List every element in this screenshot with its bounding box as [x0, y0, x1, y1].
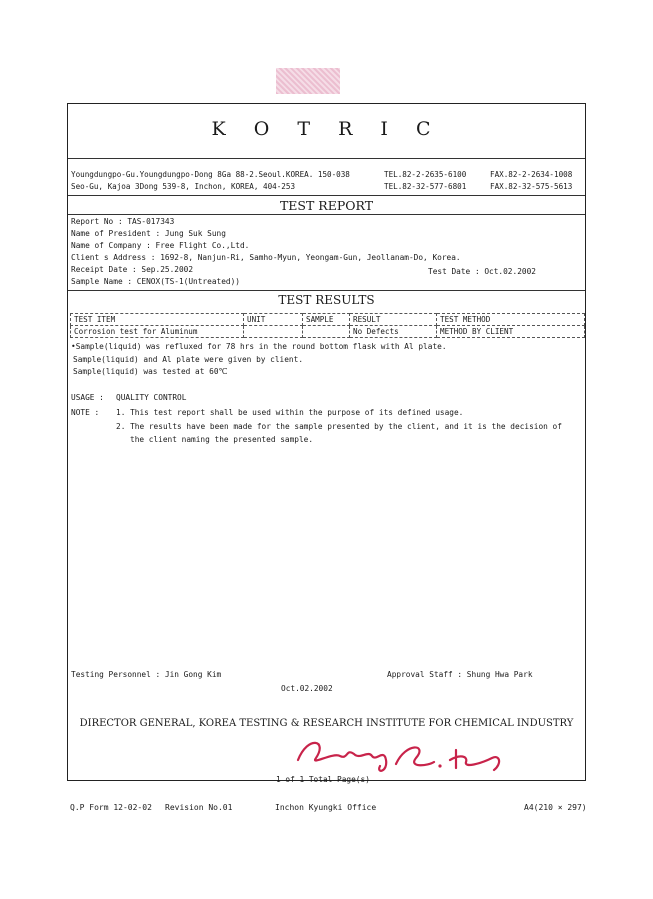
header-unit: UNIT — [244, 314, 303, 326]
tel-seoul: TEL.82-2-2635-6100 — [384, 170, 467, 179]
note-item-2: 2. The results have been made for the sample presented by the client, and it is the decision of — [116, 422, 562, 431]
table-row — [71, 326, 585, 338]
director-general: DIRECTOR GENERAL, KOREA TESTING & RESEARCH INSTITUTE FOR CHEMICAL INDUSTRY — [79, 718, 574, 729]
cell-unit — [244, 326, 303, 338]
revision-number: Revision No.01 — [165, 803, 233, 812]
paper-size: A4(210 × 297) — [524, 803, 587, 812]
note-given: Sample(liquid) and Al plate were given by client. — [73, 355, 304, 364]
note-item-2-cont: the client naming the presented sample. — [130, 435, 314, 444]
receipt-date: Receipt Date : Sep.25.2002 — [71, 265, 194, 274]
president-name: Name of President : Jung Suk Sung — [71, 229, 226, 238]
header-divider — [68, 158, 585, 159]
address-inchon: Seo-Gu, Kajoa 3Dong 539-8, Inchon, KOREA, 404-253 — [71, 182, 296, 191]
cell-test-item: Corrosion test for Aluminum — [71, 326, 244, 338]
stamp-mark — [276, 68, 340, 94]
signature-image — [288, 730, 518, 778]
client-address: Client s Address : 1692-8, Nanjun-Ri, Samho-Myun, Yeongam-Gun, Jeollanam-Do, Korea. — [71, 253, 461, 262]
usage-label: USAGE : — [71, 393, 104, 402]
table-header-row — [71, 314, 585, 326]
tel-inchon: TEL.82-32-577-6801 — [384, 182, 467, 191]
cell-sample — [303, 326, 350, 338]
test-date: Test Date : Oct.02.2002 — [428, 267, 536, 276]
header-test-item: TEST ITEM — [71, 314, 244, 326]
company-name: Name of Company : Free Flight Co.,Ltd. — [71, 241, 250, 250]
fax-inchon: FAX.82-32-575-5613 — [490, 182, 573, 191]
header-sample: SAMPLE — [303, 314, 350, 326]
form-number: Q.P Form 12-02-02 — [70, 803, 152, 812]
title-divider — [68, 214, 585, 215]
sign-date: Oct.02.2002 — [281, 684, 333, 693]
testing-personnel: Testing Personnel : Jin Gong Kim — [71, 670, 222, 679]
note-reflux: •Sample(liquid) was refluxed for 78 hrs in the round bottom flask with Al plate. — [71, 342, 447, 351]
results-table — [70, 313, 585, 338]
test-report-title: TEST REPORT — [279, 198, 374, 213]
usage-value: QUALITY CONTROL — [116, 393, 187, 402]
cell-result: No Defects — [350, 326, 437, 338]
note-label: NOTE : — [71, 408, 100, 417]
note-item-1: 1. This test report shall be used within the purpose of its defined usage. — [116, 408, 464, 417]
test-results-title: TEST RESULTS — [278, 293, 375, 307]
address-divider — [68, 195, 585, 196]
report-number: Report No : TAS-017343 — [71, 217, 175, 226]
cell-test-method: METHOD BY CLIENT — [437, 326, 585, 338]
info-divider — [68, 290, 585, 291]
sample-name: Sample Name : CENOX(TS-1(Untreated)) — [71, 277, 240, 286]
page-count: 1 of 1 Total Page(s) — [276, 775, 370, 784]
header-result: RESULT — [350, 314, 437, 326]
address-seoul: Youngdungpo-Gu.Youngdungpo-Dong 8Ga 88-2.Seoul.KOREA. 150-038 — [71, 170, 350, 179]
note-temperature: Sample(liquid) was tested at 60℃ — [73, 367, 228, 376]
approval-staff: Approval Staff : Shung Hwa Park — [387, 670, 533, 679]
report-frame — [67, 103, 586, 784]
header-test-method: TEST METHOD — [437, 314, 585, 326]
office-name: Inchon Kyungki Office — [275, 803, 377, 812]
kotric-logo: K O T R I C — [211, 118, 442, 140]
fax-seoul: FAX.82-2-2634-1008 — [490, 170, 573, 179]
